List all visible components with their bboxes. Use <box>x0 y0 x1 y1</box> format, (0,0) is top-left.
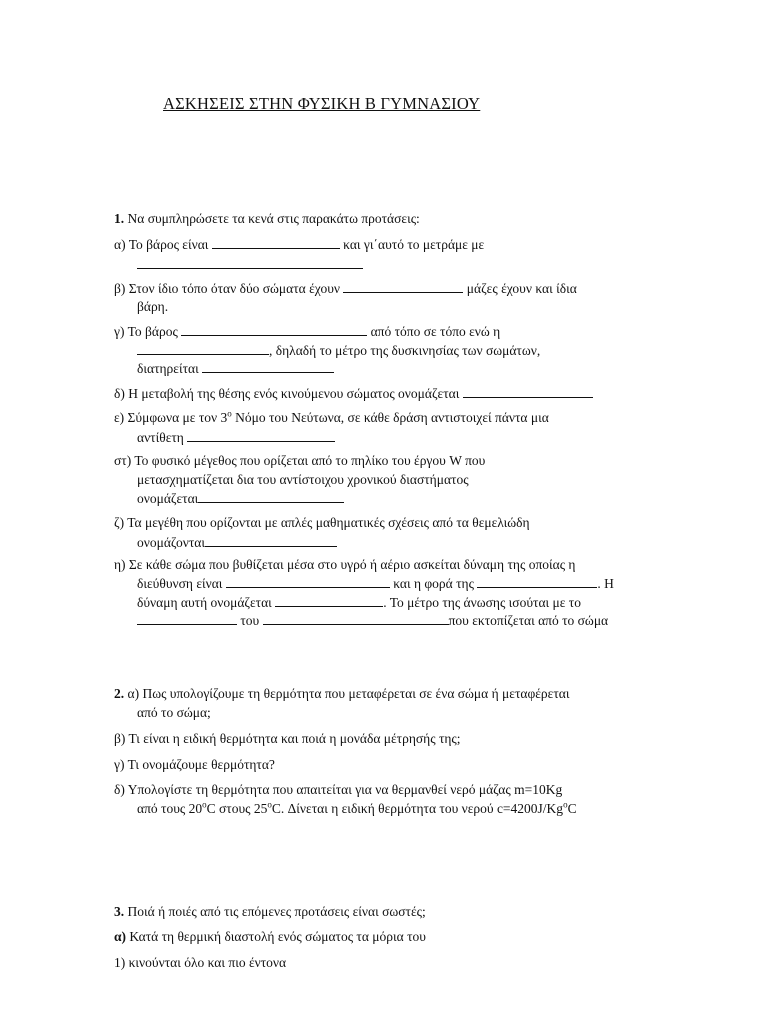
page-title: ΑΣΚΗΣΕΙΣ ΣΤΗΝ ΦΥΣΙΚΗ Β ΓΥΜΝΑΣΙΟΥ <box>163 94 481 113</box>
degree-symbol: ο <box>267 799 272 810</box>
q3-intro: Ποιά ή ποιές από τις επόμενες προτάσεις είναι σωστές; <box>124 904 426 919</box>
q1-h-text: η) Σε κάθε σώμα που βυθίζεται μέσα στο υγρό ή αέριο ασκείται δύναμη της οποίας η <box>114 557 576 572</box>
q2-d-text: δ) Υπολογίστε τη θερμότητα που απαιτείται για να θερμανθεί νερό μάζας m=10Kg <box>114 782 563 797</box>
q1-b-line-2 <box>137 299 168 315</box>
q1-e-text-3: αντίθετη <box>137 430 184 445</box>
q2-d-line-2 <box>137 801 577 817</box>
q1-e-text-2: Νόμο του Νεύτωνα, σε κάθε δράση αντιστοιχεί πάντα μια <box>231 410 549 425</box>
q1-e-line-2 <box>137 429 335 446</box>
q1-d-line <box>114 385 593 402</box>
q3-a-line <box>114 929 426 945</box>
q1-e-superscript: ο <box>227 408 232 419</box>
q2-d-text-5: C <box>567 801 577 816</box>
blank-field[interactable] <box>275 594 383 607</box>
q1-c-text-2: από τόπο σε τόπο ενώ η <box>370 324 501 339</box>
q1-c-line-2 <box>137 342 540 359</box>
q1-z-line <box>114 515 530 531</box>
q1-h-text-8: που εκτοπίζεται από το σώμα <box>448 613 609 628</box>
q1-c-text: γ) Το βάρος <box>114 324 178 339</box>
q1-c-text-4: διατηρείται <box>137 361 199 376</box>
q2-a-line-2 <box>137 705 211 721</box>
q3-intro-line <box>114 904 426 920</box>
blank-field[interactable] <box>212 236 340 249</box>
q1-b-line <box>114 280 577 297</box>
blank-field[interactable] <box>205 534 337 547</box>
q1-h-line-4 <box>137 612 608 629</box>
q1-number: 1. <box>114 211 125 226</box>
q1-h-line <box>114 557 576 573</box>
q1-intro-line <box>114 211 420 227</box>
q1-a-text: α) Το βάρος είναι <box>114 237 209 252</box>
q1-e-text: ε) Σύμφωνα με τον 3 <box>114 410 228 425</box>
q2-c-text: γ) Τι ονομάζουμε θερμότητα? <box>114 757 275 772</box>
q1-h-text-6: . Το μέτρο της άνωσης ισούται με το <box>383 595 581 610</box>
q1-z-line-2 <box>137 534 337 551</box>
q1-h-line-3 <box>137 594 581 611</box>
q2-number: 2. <box>114 686 125 701</box>
q3-option-1-text: 1) κινούνται όλο και πιο έντονα <box>114 955 287 970</box>
q1-b-text-3: βάρη. <box>137 299 169 314</box>
q2-d-line <box>114 782 562 798</box>
blank-field[interactable] <box>187 429 335 442</box>
q1-b-text-2: μάζες έχουν και ίδια <box>466 281 577 296</box>
blank-field[interactable] <box>202 360 334 373</box>
q3-a-text: Κατά τη θερμική διαστολή ενός σώματος τα μόρια του <box>126 929 426 944</box>
blank-field[interactable] <box>226 575 390 588</box>
q2-d-text-2: από τους 20 <box>137 801 203 816</box>
q2-a-text-2: από το σώμα; <box>137 705 211 720</box>
q2-c-line <box>114 757 275 773</box>
q1-c-line-3 <box>137 360 334 377</box>
blank-field[interactable] <box>181 323 367 336</box>
q1-h-text-7: του <box>240 613 260 628</box>
q1-c-line <box>114 323 500 340</box>
blank-field[interactable] <box>137 612 237 625</box>
q1-b-text: β) Στον ίδιο τόπο όταν δύο σώματα έχουν <box>114 281 341 296</box>
q2-b-line <box>114 731 461 747</box>
q2-d-text-4: C. Δίνεται η ειδική θερμότητα του νερού c=4200J/Kg <box>271 801 564 816</box>
q1-d-text: δ) Η μεταβολή της θέσης ενός κινούμενου σώματος ονομάζεται <box>114 386 460 401</box>
q1-a-line-2 <box>137 256 363 273</box>
blank-field[interactable] <box>198 490 344 503</box>
degree-symbol: ο <box>202 799 207 810</box>
q3-a-label: α) <box>114 929 127 944</box>
q2-b-text: β) Τι είναι η ειδική θερμότητα και ποιά η μονάδα μέτρησής της; <box>114 731 461 746</box>
q2-a-line <box>114 686 569 702</box>
q2-a-text: α) Πως υπολογίζουμε τη θερμότητα που μεταφέρεται σε ένα σώμα ή μεταφέρεται <box>124 686 570 701</box>
blank-field[interactable] <box>477 575 597 588</box>
blank-field[interactable] <box>137 256 363 269</box>
q1-h-text-5: δύναμη αυτή ονομάζεται <box>137 595 272 610</box>
q1-h-text-4: . Η <box>597 576 614 591</box>
q1-st-line <box>114 453 485 469</box>
degree-symbol: ο <box>563 799 568 810</box>
q1-z-text: ζ) Τα μεγέθη που ορίζονται με απλές μαθηματικές σχέσεις από τα θεμελιώδη <box>114 515 530 530</box>
blank-field[interactable] <box>343 280 463 293</box>
q3-number: 3. <box>114 904 125 919</box>
q1-h-text-2: διεύθυνση είναι <box>137 576 223 591</box>
q1-intro: Να συμπληρώσετε τα κενά στις παρακάτω προτάσεις: <box>127 211 420 226</box>
q1-c-text-3: , δηλαδή το μέτρο της δυσκινησίας των σωμάτων, <box>269 343 541 358</box>
q2-d-text-3: C στους 25 <box>206 801 268 816</box>
q1-a-line <box>114 236 484 253</box>
q1-st-text-2: μετασχηματίζεται δια του αντίστοιχου χρονικού διαστήματος <box>137 472 469 487</box>
blank-field[interactable] <box>463 385 593 398</box>
q1-st-text: στ) Το φυσικό μέγεθος που ορίζεται από το πηλίκο του έργου W που <box>114 453 486 468</box>
blank-field[interactable] <box>137 342 269 355</box>
q1-h-line-2 <box>137 575 614 592</box>
q1-st-line-2 <box>137 472 469 488</box>
q1-h-text-3: και η φορά της <box>393 576 474 591</box>
q1-z-text-2: ονομάζονται <box>137 535 205 550</box>
q1-a-text-2: και γι΄αυτό το μετράμε με <box>343 237 485 252</box>
q1-st-line-3 <box>137 490 344 507</box>
q1-st-text-3: ονομάζεται <box>137 491 199 506</box>
blank-field[interactable] <box>263 612 449 625</box>
q3-option-1 <box>114 955 286 971</box>
q1-e-line <box>114 410 549 426</box>
